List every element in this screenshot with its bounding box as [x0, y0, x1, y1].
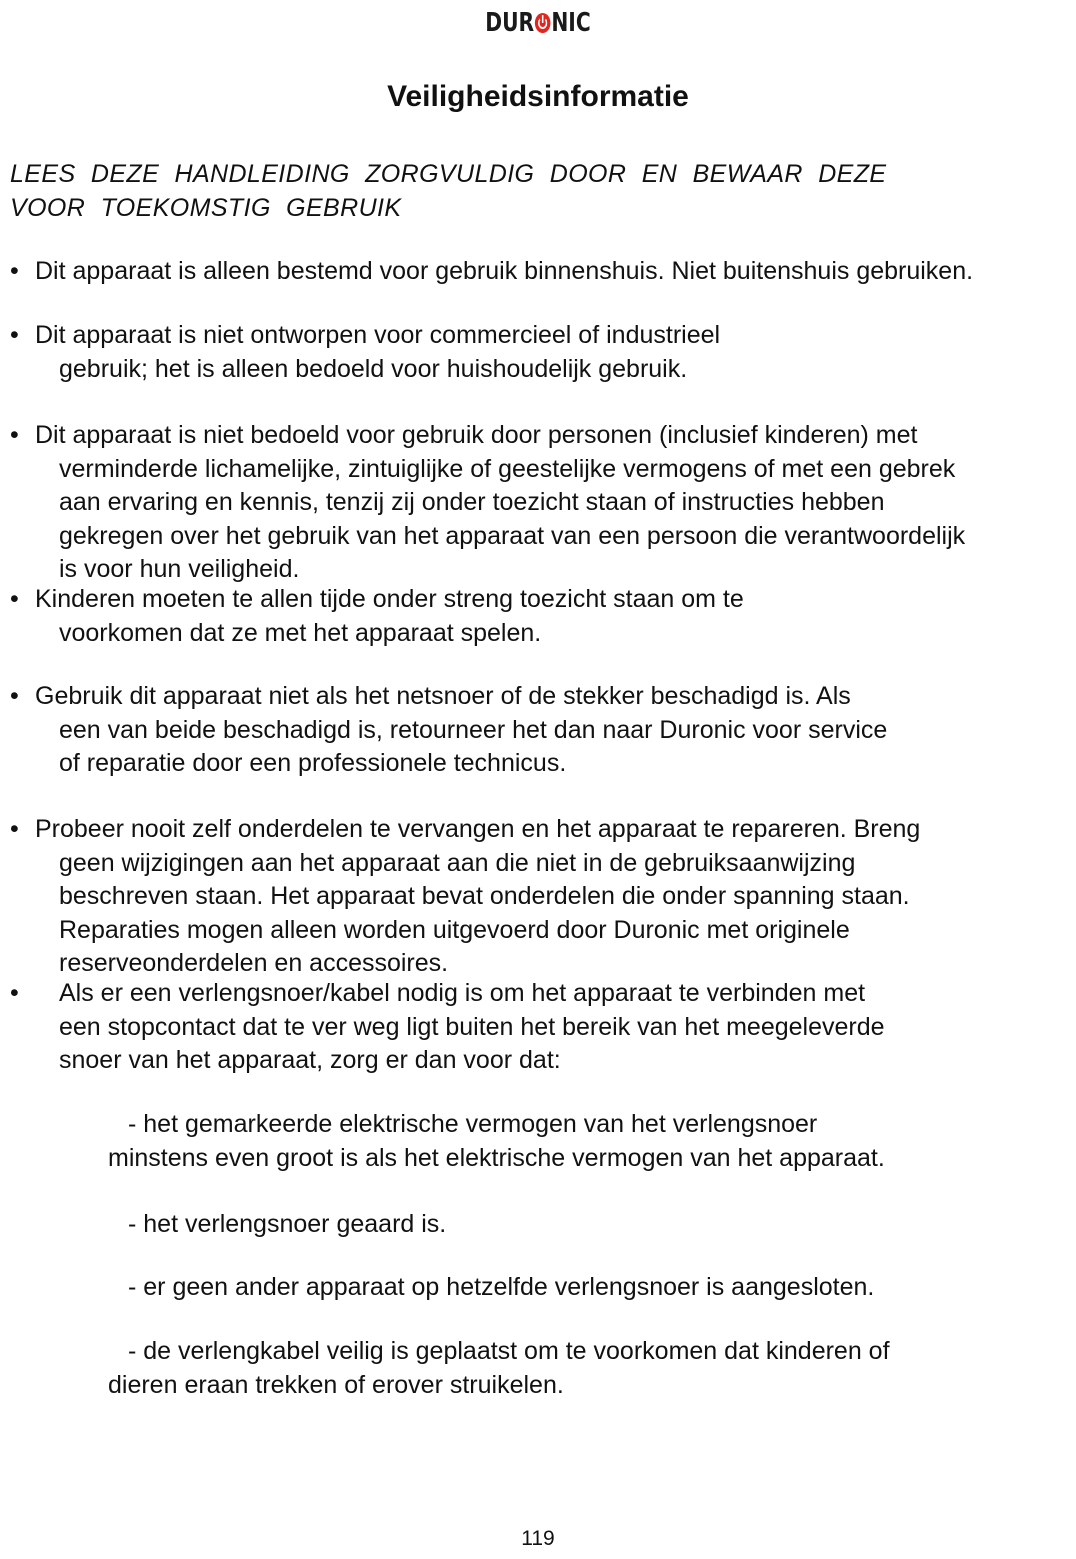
bullet-marker: • [10, 682, 19, 710]
sub-item-line: dieren eraan trekken of erover struikelen. [108, 1370, 564, 1399]
bullet-marker: • [10, 421, 19, 449]
bullet-line: een van beide beschadigd is, retourneer het dan naar Duronic voor service [59, 715, 888, 744]
bullet-marker: • [10, 321, 19, 349]
bullet-line: een stopcontact dat te ver weg ligt buiten het bereik van het meegeleverde [59, 1012, 885, 1041]
logo-text-right: NIC [551, 8, 591, 38]
bullet-line: geen wijzigingen aan het apparaat aan die niet in de gebruiksaanwijzing [59, 848, 856, 877]
bullet-line: Kinderen moeten te allen tijde onder streng toezicht staan om te [35, 585, 744, 613]
bullet-line: aan ervaring en kennis, tenzij zij onder toezicht staan of instructies hebben [59, 488, 885, 516]
bullet-item [10, 583, 744, 650]
bullet-line: Gebruik dit apparaat niet als het netsnoer of de stekker beschadigd is. Als [35, 682, 851, 710]
bullet-item [10, 255, 973, 289]
intro-line-2: VOOR TOEKOMSTIG GEBRUIK [10, 194, 402, 222]
bullet-item [10, 977, 885, 1078]
sub-item-line: - de verlengkabel veilig is geplaatst om te voorkomen dat kinderen of [128, 1337, 890, 1365]
bullet-line: snoer van het apparaat, zorg er dan voor dat: [59, 1046, 561, 1074]
bullet-line: is voor hun veiligheid. [59, 555, 300, 583]
bullet-line: gekregen over het gebruik van het apparaat van een persoon die verantwoordelijk [59, 521, 966, 550]
duronic-logo [118, 8, 957, 38]
logo-text-left: DUR [485, 8, 535, 38]
bullet-line: Dit apparaat is alleen bestemd voor gebruik binnenshuis. Niet buitenshuis gebruiken. [35, 257, 974, 285]
sub-item [108, 1335, 890, 1402]
bullet-line: reserveonderdelen en accessoires. [59, 949, 449, 977]
sub-item [108, 1108, 885, 1175]
bullet-item [10, 813, 920, 981]
bullet-item [10, 319, 720, 386]
bullet-marker: • [10, 257, 19, 285]
intro-line-1: LEES DEZE HANDLEIDING ZORGVULDIG DOOR EN BEWAAR DEZE [10, 160, 887, 188]
bullet-item [10, 419, 965, 587]
bullet-line: Dit apparaat is niet ontworpen voor commercieel of industrieel [35, 321, 721, 349]
bullet-line: Dit apparaat is niet bedoeld voor gebruik door personen (inclusief kinderen) met [35, 421, 918, 449]
page-title: Veiligheidsinformatie [387, 80, 689, 113]
sub-item-line: - het gemarkeerde elektrische vermogen van het verlengsnoer [128, 1110, 818, 1138]
bullet-marker: • [10, 979, 19, 1007]
bullet-line: verminderde lichamelijke, zintuiglijke of geestelijke vermogens of met een gebrek [59, 454, 956, 483]
power-icon [535, 13, 551, 33]
sub-item [108, 1271, 874, 1305]
page-number: 119 [521, 1527, 555, 1550]
bullet-line: Probeer nooit zelf onderdelen te vervangen en het apparaat te repareren. Breng [35, 815, 921, 843]
bullet-line: voorkomen dat ze met het apparaat spelen. [59, 618, 542, 647]
bullet-line: gebruik; het is alleen bedoeld voor huishoudelijk gebruik. [59, 354, 688, 383]
sub-item [108, 1208, 446, 1242]
bullet-marker: • [10, 585, 19, 613]
intro-notice [10, 157, 970, 225]
bullet-line: of reparatie door een professionele technicus. [59, 749, 567, 777]
bullet-line: Reparaties mogen alleen worden uitgevoerd door Duronic met originele [59, 915, 850, 944]
sub-item-line: - het verlengsnoer geaard is. [128, 1210, 447, 1238]
bullet-item [10, 680, 887, 781]
bullet-marker: • [10, 815, 19, 843]
bullet-line: beschreven staan. Het apparaat bevat onderdelen die onder spanning staan. [59, 882, 910, 910]
bullet-line: Als er een verlengsnoer/kabel nodig is om het apparaat te verbinden met [59, 979, 866, 1007]
sub-item-line: - er geen ander apparaat op hetzelfde verlengsnoer is aangesloten. [128, 1273, 875, 1301]
sub-item-line: minstens even groot is als het elektrische vermogen van het apparaat. [108, 1143, 885, 1172]
